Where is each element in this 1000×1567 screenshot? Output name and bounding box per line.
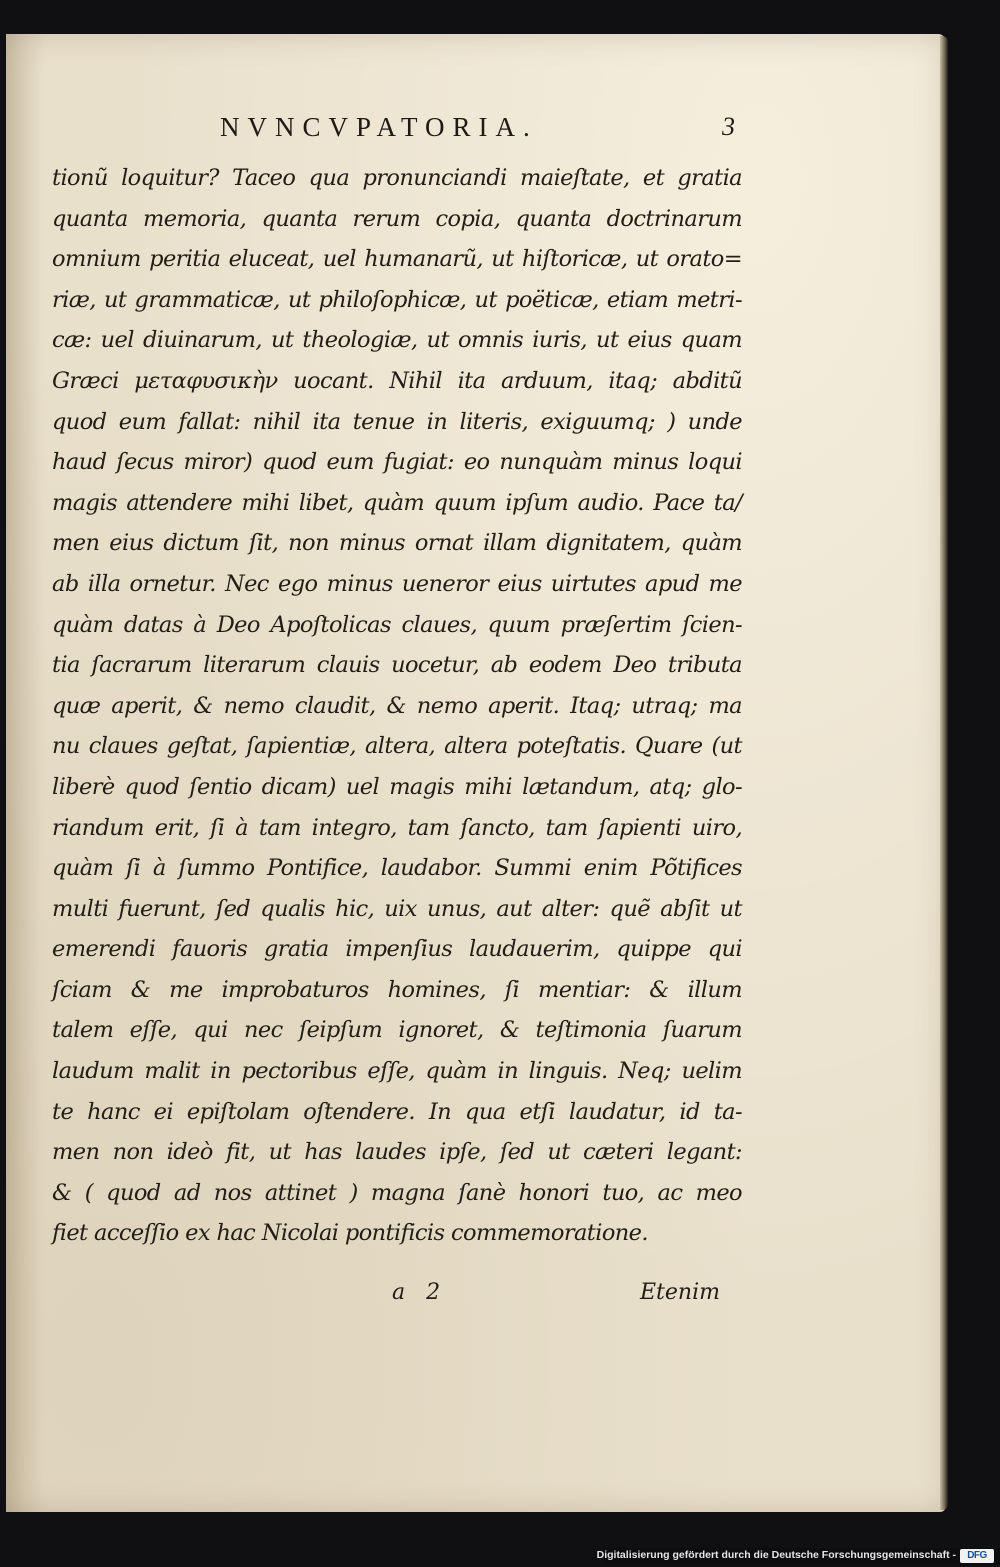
text-line: quanta memoria, quanta rerum copia, quanta doctrinarum (52, 205, 742, 232)
text-line: ſciam & me improbaturos homines, ſi mentiar: & illum (52, 976, 742, 1003)
text-line: tia ſacrarum literarum clauis uocetur, ab eodem Deo tributa (52, 652, 742, 679)
text-line: omnium peritia eluceat, uel humanarũ, ut hiſtoricæ, ut orato= (52, 246, 742, 273)
text-line: talem eſſe, qui nec ſeipſum ignoret, & teſtimonia ſuarum (52, 1017, 742, 1044)
text-line: fiet acceſſio ex hac Nicolai pontificis commemoratione. (52, 1220, 648, 1247)
text-line: ab illa ornetur. Nec ego minus ueneror eius uirtutes apud me (52, 570, 742, 597)
text-line: & ( quod ad nos attinet ) magna ſanè honori tuo, ac meo (52, 1179, 742, 1206)
funding-credit: Digitalisierung gefördert durch die Deutsche Forschungsgemeinschaft - (596, 1549, 956, 1561)
text-line: liberè quod ſentio dicam) uel magis mihi lætandum, atq; glo- (52, 773, 742, 800)
text-line: emerendi fauoris gratia impenſius laudauerim, quippe qui (52, 936, 742, 963)
catchword: Etenim (640, 1280, 720, 1305)
text-line: magis attendere mihi libet, quàm quum ipſum audio. Pace ta/ (52, 489, 742, 516)
folio-number: 3 (722, 112, 735, 141)
text-line: quod eum fallat: nihil ita tenue in literis, exiguumq; ) unde (52, 408, 742, 435)
text-line: multi fuerunt, ſed qualis hic, uix unus, aut alter: quẽ abſit ut (52, 895, 742, 922)
signature-mark: a 2 (392, 1280, 441, 1305)
text-line: riandum erit, ſi à tam integro, tam ſancto, tam ſapienti uiro, (52, 814, 742, 841)
text-line: riæ, ut grammaticæ, ut philoſophicæ, ut poëticæ, etiam metri- (52, 286, 742, 313)
text-line: laudum malit in pectoribus eſſe, quàm in linguis. Neq; uelim (52, 1058, 742, 1085)
text-line: te hanc ei epiſtolam oſtendere. In qua etſi laudatur, id ta- (52, 1098, 742, 1125)
dfg-logo-icon: DFG (960, 1549, 994, 1563)
text-line: Græci μεταφυσικὴν uocant. Nihil ita arduum, itaq; abditũ (52, 367, 742, 394)
text-line: quàm ſi à ſummo Pontifice, laudabor. Summi enim Põtifices (52, 855, 742, 882)
text-line: quàm datas à Deo Apoſtolicas claues, quum præſertim ſcien- (52, 611, 742, 638)
running-head: NVNCVPATORIA. (220, 112, 538, 142)
text-line: cæ: uel diuinarum, ut theologiæ, ut omnis iuris, ut eius quam (52, 327, 742, 354)
text-line: quæ aperit, & nemo claudit, & nemo aperit. Itaq; utraq; ma (52, 692, 742, 719)
text-line: men non ideò fit, ut has laudes ipſe, ſed ut cæteri legant: (52, 1139, 742, 1166)
page-edge (940, 36, 948, 1510)
text-block (52, 158, 742, 1254)
text-line: tionũ loquitur? Taceo qua pronunciandi maieſtate, et gratia (52, 165, 742, 191)
text-line: nu claues geſtat, ſapientiæ, altera, altera poteſtatis. Quare (ut (52, 733, 742, 760)
text-line: haud ſecus miror) quod eum fugiat: eo nunquàm minus loqui (52, 449, 742, 476)
text-line: men eius dictum ſit, non minus ornat illam dignitatem, quàm (52, 530, 742, 557)
